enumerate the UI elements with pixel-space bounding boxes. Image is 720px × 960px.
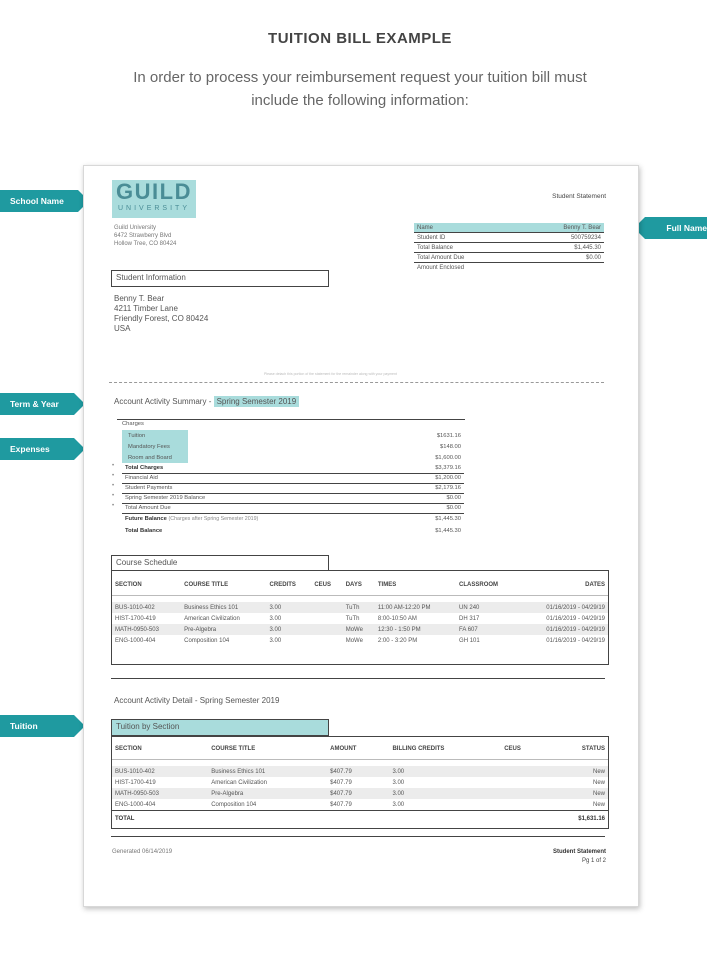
cell: 2:00 - 3:20 PM [377,637,418,644]
column-header: CEUS [501,739,545,760]
account-activity-summary-title [114,397,299,406]
cell: New [545,788,608,799]
student-information-label: Student Information [111,270,329,287]
summary-row [122,503,464,513]
cell: 3.00 [269,637,282,644]
cell [311,635,342,646]
callout-expenses: Expenses [0,438,74,460]
cell: 3.00 [389,788,501,799]
cell: 3.00 [392,801,405,808]
account-value [519,263,604,273]
account-activity-detail-title: Account Activity Detail - Spring Semester 2019 [114,696,280,705]
summary-label: Mandatory Fees [128,443,170,450]
callout-tuition: Tuition [0,715,74,737]
cell: TuTh [345,615,360,622]
section-divider [111,678,605,679]
column-header: STATUS [545,739,608,760]
summary-note: (Charges after Spring Semester 2019) [168,516,259,523]
account-row [414,233,604,243]
bullet-icon: • [112,473,115,479]
summary-label: Future Balance [125,516,167,523]
summary-label: Spring Semester 2019 Balance [125,495,206,501]
summary-value: $1,600.00 [435,454,461,461]
cell: MATH-0950-503 [112,624,181,635]
detach-line [109,382,604,383]
summary-label: Financial Aid [125,475,158,481]
account-label: Total Amount Due [417,254,465,261]
account-summary-table [414,223,604,272]
cell: 3.00 [389,766,501,777]
summary-row [122,473,464,483]
account-value: Benny T. Bear [563,224,601,231]
cell: 01/16/2019 - 04/29/19 [546,615,605,622]
table-row [112,788,608,799]
tuition-bill-document [83,165,639,907]
account-label: Name [417,224,434,231]
column-header: BILLING CREDITS [389,739,501,760]
summary-value: $1,445.30 [435,528,461,534]
tuition-by-section-label: Tuition by Section [111,719,329,736]
cell [311,624,342,635]
table-row [112,799,608,811]
summary-table [122,430,464,537]
cell [501,799,545,811]
cell: ENG-1000-404 [115,637,156,644]
summary-row [122,513,464,525]
cell: 01/16/2019 - 04/29/19 [518,624,608,635]
generated-date: Generated 06/14/2019 [112,849,173,855]
column-header: CLASSROOM [456,575,518,596]
school-address-line: Guild University [114,225,157,231]
footer-heading: Student Statement [552,849,606,855]
course-schedule-panel [111,570,609,665]
summary-value: $3,379.16 [435,464,461,471]
table-row [112,624,608,635]
summary-value: $1,445.30 [435,516,461,523]
cell: American Civilization [184,615,240,622]
summary-row [122,452,464,463]
column-header: CREDITS [267,575,312,596]
summary-value: $2,179.16 [435,485,461,491]
cell: $407.79 [330,801,352,808]
school-address-line: 6472 Strawberry Blvd [114,233,172,239]
summary-row [122,525,464,537]
cell: New [592,779,605,786]
summary-label: Total Amount Due [125,505,171,511]
summary-value: $1,200.00 [435,475,461,481]
cell: $407.79 [327,766,389,777]
cell: New [545,766,608,777]
cell: TuTh [343,602,375,613]
cell: 3.00 [267,602,312,613]
student-address-line: Friendly Forest, CO 80424 [114,314,209,323]
cell: $407.79 [327,788,389,799]
table-row [112,777,608,788]
tuition-table [112,739,608,827]
account-label: Amount Enclosed [417,264,465,271]
cell: 11:00 AM-12:20 PM [375,602,456,613]
summary-label: Tuition [128,432,146,439]
cell: 3.00 [269,615,282,622]
bullet-icon: • [112,463,115,469]
column-header: TIMES [375,575,456,596]
bullet-icon: • [112,483,115,489]
column-header: SECTION [112,739,208,760]
schedule-header-row [112,575,608,596]
cell: Pre-Algebra [208,788,327,799]
student-address [114,294,208,334]
total-value: $1,631.16 [578,816,605,822]
course-schedule-table [112,575,608,646]
student-address-line: USA [114,324,131,333]
summary-label: Room and Board [128,454,172,461]
summary-value: $148.00 [440,443,461,450]
table-row [112,766,608,777]
table-row [112,635,608,646]
column-header: COURSE TITLE [208,739,327,760]
school-logo [112,180,196,218]
cell: New [592,801,605,808]
account-row [414,243,604,253]
cell: DH 317 [459,615,480,622]
cell: $407.79 [330,779,352,786]
account-row-name [414,223,604,233]
account-row [414,253,604,263]
school-address-line: Hollow Tree, CO 80424 [114,241,177,247]
cell [501,788,545,799]
term-year: Spring Semester 2019 [214,396,300,407]
bullet-icon: • [112,493,115,499]
summary-value: $0.00 [446,495,461,501]
cell: BUS-1010-402 [112,766,208,777]
summary-row [122,430,464,441]
summary-row [122,493,464,503]
course-schedule-label: Course Schedule [111,555,329,571]
page-number: Pg 1 of 2 [581,858,606,864]
column-header: COURSE TITLE [181,575,266,596]
table-row [112,602,608,613]
account-value: $1,445.30 [574,244,601,251]
cell [311,602,342,613]
charges-label: Charges [122,421,144,427]
tuition-total-row [112,811,608,828]
cell: Pre-Algebra [181,624,266,635]
cell: 3.00 [267,624,312,635]
account-value: 500759234 [570,234,601,241]
account-label: Total Balance [417,244,454,251]
cell: 01/16/2019 - 04/29/19 [518,602,608,613]
summary-row [122,463,464,473]
account-value: $0.00 [585,254,601,261]
cell: UN 240 [456,602,518,613]
cell: Composition 104 [184,637,230,644]
cell: 01/16/2019 - 04/29/19 [546,637,605,644]
cell: FA 607 [456,624,518,635]
logo-subtext: UNIVERSITY [117,205,190,212]
summary-top-rule [117,419,465,420]
account-label: Student ID [417,234,446,241]
cell: BUS-1010-402 [112,602,181,613]
student-address-line: Benny T. Bear [114,294,165,303]
cell: American Civilization [211,779,267,786]
school-address [114,224,176,248]
cell [311,613,342,624]
cell: MoWe [345,637,363,644]
summary-label: Total Balance [125,528,163,534]
callout-school-name: School Name [0,190,78,212]
cell: Business Ethics 101 [181,602,266,613]
footer-divider [111,836,605,837]
account-row [414,263,604,273]
column-header: DAYS [343,575,375,596]
cell: MATH-0950-503 [112,788,208,799]
column-header: SECTION [112,575,181,596]
cell: MoWe [343,624,375,635]
cell: Composition 104 [211,801,257,808]
cell: HIST-1700-419 [115,615,156,622]
logo-wordmark: GUILD [116,179,192,204]
page-subtitle: In order to process your reimbursement request your tuition bill must include the following information: [133,69,587,109]
statement-heading: Student Statement [552,193,606,200]
cell: 3.00 [392,779,405,786]
total-label: TOTAL [115,816,135,822]
table-row [112,613,608,624]
cell [501,766,545,777]
summary-row [122,483,464,493]
summary-value: $1631.16 [436,432,461,439]
cell: Business Ethics 101 [208,766,327,777]
column-header: DATES [518,575,608,596]
cell: ENG-1000-404 [115,801,156,808]
summary-value: $0.00 [446,505,461,511]
tuition-by-section-panel [111,736,609,829]
cell [501,777,545,788]
column-header: CEUS [311,575,342,596]
summary-label: Total Charges [125,464,164,471]
summary-label: Student Payments [125,485,173,491]
column-header: AMOUNT [327,739,389,760]
bullet-icon: • [112,503,115,509]
callout-term-year: Term & Year [0,393,74,415]
footer-page-info [553,848,606,866]
cell: GH 101 [459,637,480,644]
detach-note: Please detach this portion of the statement for the remainder along with your payment [264,372,397,376]
student-address-line: 4211 Timber Lane [114,304,178,313]
page-title: TUITION BILL EXAMPLE [268,30,452,47]
cell: 12:30 - 1:50 PM [375,624,456,635]
cell: HIST-1700-419 [115,779,156,786]
summary-title-text: Account Activity Summary - [114,397,212,406]
callout-full-name: Full Name [645,217,707,239]
summary-row [122,441,464,452]
cell: 8:00-10:50 AM [377,615,417,622]
tuition-header-row [112,739,608,760]
